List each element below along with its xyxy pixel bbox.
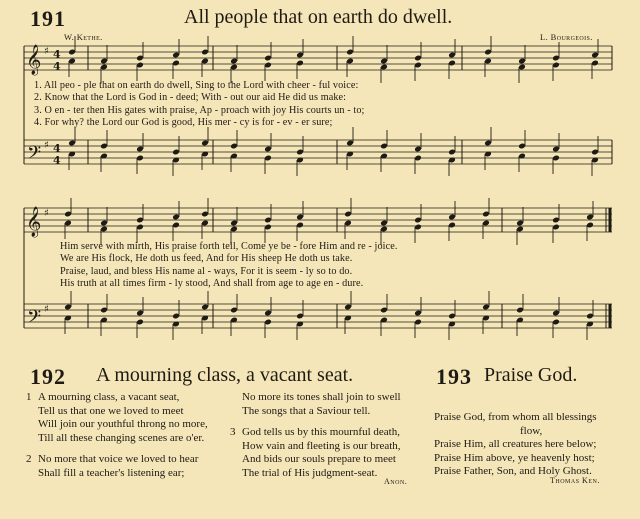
hymn-193-credit: Thomas Ken. <box>550 476 600 485</box>
hymn-192-credit: Anon. <box>384 477 408 486</box>
hymn-193-text <box>434 411 597 479</box>
verse-3-line-2: Praise, laud, and bless His name al - ways, For it is seem - ly so to do. <box>60 265 353 277</box>
verse-3-line-1: 3. O en - ter then His gates with praise, Ap - proach with joy His courts un - to; <box>34 104 365 116</box>
sharp-icon: ♯ <box>44 304 49 315</box>
verses-system-2 <box>60 241 398 291</box>
stanza-line: And bids our souls prepare to meet <box>242 453 396 466</box>
treble-clef-icon: 𝄞 <box>26 207 42 237</box>
stanza-line: The songs that a Saviour tell. <box>242 404 371 417</box>
time-signature-top: 4 <box>53 142 61 155</box>
stanza-line: Praise God, from whom all blessings <box>434 411 597 423</box>
stanza-line: Tell us that one we loved to meet <box>38 404 184 417</box>
stanza-line: Till all these changing scenes are o'er. <box>38 431 205 444</box>
verse-2-line-1: 2. Know that the Lord is God in - deed; With - out our aid He did us make: <box>34 92 347 104</box>
hymn-192-column-1 <box>26 391 208 481</box>
stanza-number: 3 <box>230 426 236 439</box>
sharp-icon: ♯ <box>44 140 49 151</box>
music-credit: L. Bourgeois. <box>540 32 593 42</box>
treble-staff-2-lines <box>24 208 612 232</box>
bass-clef-icon: 𝄢 <box>27 307 42 332</box>
stanza-line: The trial of His judgment-seat. <box>242 466 378 479</box>
stanza-line: How vain and fleeting is our breath, <box>242 439 401 452</box>
stanza-line: Praise Father, Son, and Holy Ghost. <box>434 465 592 478</box>
stanza-number: 2 <box>26 453 32 466</box>
stanza-line: flow, <box>520 424 543 437</box>
sharp-icon: ♯ <box>44 46 49 57</box>
stanza-line: Praise Him above, ye heavenly host; <box>434 451 595 464</box>
bass-staff-2-lines <box>24 304 612 328</box>
stanza-line: Praise Him, all creatures here below; <box>434 438 597 451</box>
stanza-number: 1 <box>26 391 32 403</box>
time-signature-bottom: 4 <box>53 154 61 167</box>
stanza-line: No more that voice we loved to hear <box>38 453 199 466</box>
verse-1-line-2: Him serve with mirth, His praise forth tell, Come ye be - fore Him and re - joice. <box>60 241 398 252</box>
hymn-192-column-2 <box>230 391 401 481</box>
hymn-193-number: 193 <box>436 364 472 389</box>
time-signature-top: 4 <box>53 48 61 61</box>
hymn-192-title: A mourning class, a vacant seat. <box>96 364 354 386</box>
treble-clef-icon: 𝄞 <box>26 45 42 75</box>
stanza-line: No more its tones shall join to swell <box>242 391 401 403</box>
stanza-line: Will join our youthful throng no more, <box>38 418 208 431</box>
verse-2-line-2: We are His flock, He doth us feed, And for His sheep He doth us take. <box>60 253 353 265</box>
stanza-line: Shall fill a teacher's listening ear; <box>38 466 185 479</box>
bass-clef-icon: 𝄢 <box>27 143 42 168</box>
stanza-line: God tells us by this mournful death, <box>242 426 400 439</box>
time-signature-bottom: 4 <box>53 60 61 73</box>
sharp-icon: ♯ <box>44 208 49 219</box>
hymn-193-title: Praise God. <box>484 364 578 386</box>
verse-1-line-1: 1. All peo - ple that on earth do dwell, Sing to the Lord with cheer - ful voice: <box>34 80 359 91</box>
words-credit: W. Kethe. <box>64 32 103 42</box>
hymn-191-number: 191 <box>30 6 66 31</box>
verse-4-line-2: His truth at all times firm - ly stood, And shall from age to age en - dure. <box>60 278 364 290</box>
verse-4-line-1: 4. For why? the Lord our God is good, His mer - cy is for - ev - er sure; <box>34 117 333 129</box>
stanza-line: A mourning class, a vacant seat, <box>38 391 180 403</box>
hymn-192-number: 192 <box>30 364 66 389</box>
hymn-191-title: All people that on earth do dwell. <box>184 6 453 28</box>
